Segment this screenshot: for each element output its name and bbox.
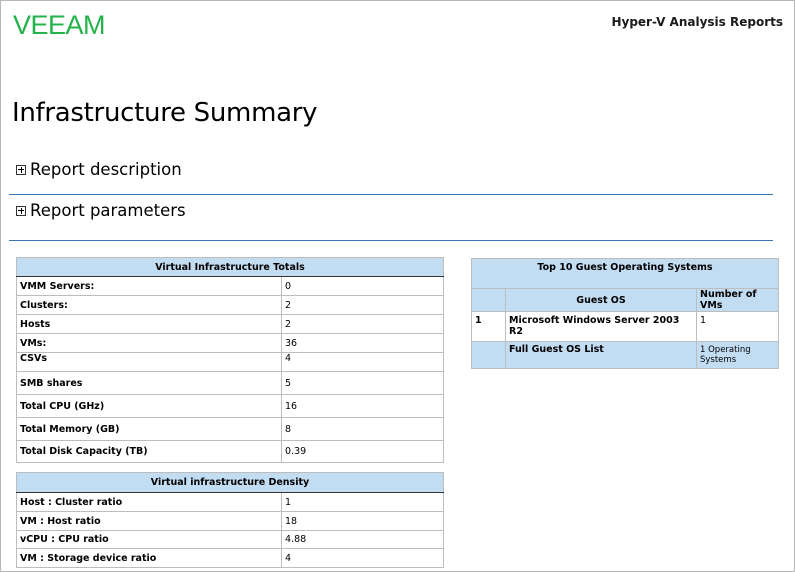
row-label: Total Memory (GB) <box>17 418 282 441</box>
table-row <box>17 441 444 463</box>
report-description-label: Report description <box>30 160 182 179</box>
row-guest-os: Microsoft Windows Server 2003 R2 <box>506 312 697 342</box>
expand-icon <box>16 165 26 175</box>
table-row <box>17 531 444 549</box>
row-label: Total Disk Capacity (TB) <box>17 441 282 463</box>
row-label: VMM Servers: <box>17 277 282 296</box>
table-row <box>17 315 444 334</box>
row-value: 2 <box>282 296 444 315</box>
page-title: Infrastructure Summary <box>12 98 318 128</box>
row-value: 36 <box>282 334 444 353</box>
row-label: CSVs <box>17 353 282 372</box>
table-footer-row <box>472 342 779 369</box>
row-value: 2 <box>282 315 444 334</box>
row-value: 18 <box>282 512 444 531</box>
row-value: 5 <box>282 372 444 395</box>
row-label: Hosts <box>17 315 282 334</box>
veeam-logo <box>13 11 129 39</box>
row-vm-count: 1 <box>697 312 779 342</box>
row-label: VM : Storage device ratio <box>17 549 282 568</box>
row-value: 8 <box>282 418 444 441</box>
divider <box>9 194 773 195</box>
expand-icon <box>16 206 26 216</box>
column-header-rank <box>472 289 506 312</box>
table-row <box>17 512 444 531</box>
report-description-toggle[interactable] <box>16 160 182 179</box>
table-caption: Virtual infrastructure Density <box>17 473 444 493</box>
row-label: Clusters: <box>17 296 282 315</box>
row-label: Host : Cluster ratio <box>17 493 282 512</box>
row-value: 0 <box>282 277 444 296</box>
row-label: vCPU : CPU ratio <box>17 531 282 549</box>
table-row <box>17 277 444 296</box>
infrastructure-density-table <box>16 472 444 568</box>
table-row <box>17 334 444 353</box>
column-header-vm-count: Number of VMs <box>697 289 779 312</box>
guest-os-table <box>471 258 779 369</box>
report-kind-title: Hyper-V Analysis Reports <box>611 15 783 29</box>
logo-text: VEEAM <box>13 11 106 39</box>
table-caption: Virtual Infrastructure Totals <box>17 258 444 277</box>
row-label: SMB shares <box>17 372 282 395</box>
row-value: 4.88 <box>282 531 444 549</box>
divider <box>9 240 773 241</box>
infrastructure-totals-table <box>16 257 444 463</box>
row-value: 4 <box>282 549 444 568</box>
table-row <box>17 296 444 315</box>
report-parameters-label: Report parameters <box>30 201 186 220</box>
table-row <box>17 493 444 512</box>
row-label: VMs: <box>17 334 282 353</box>
table-row <box>17 395 444 418</box>
footer-value: 1 Operating Systems <box>697 342 779 369</box>
table-row <box>17 353 444 372</box>
column-header-guest-os: Guest OS <box>506 289 697 312</box>
row-label: VM : Host ratio <box>17 512 282 531</box>
table-row <box>472 312 779 342</box>
table-row <box>17 549 444 568</box>
row-value: 16 <box>282 395 444 418</box>
full-guest-os-list-link[interactable]: Full Guest OS List <box>506 342 697 369</box>
row-rank: 1 <box>472 312 506 342</box>
row-value: 0.39 <box>282 441 444 463</box>
table-row <box>17 418 444 441</box>
table-caption: Top 10 Guest Operating Systems <box>472 259 779 289</box>
table-row <box>17 372 444 395</box>
row-label: Total CPU (GHz) <box>17 395 282 418</box>
row-value: 4 <box>282 353 444 372</box>
report-parameters-toggle[interactable] <box>16 201 186 220</box>
row-value: 1 <box>282 493 444 512</box>
footer-spacer <box>472 342 506 369</box>
